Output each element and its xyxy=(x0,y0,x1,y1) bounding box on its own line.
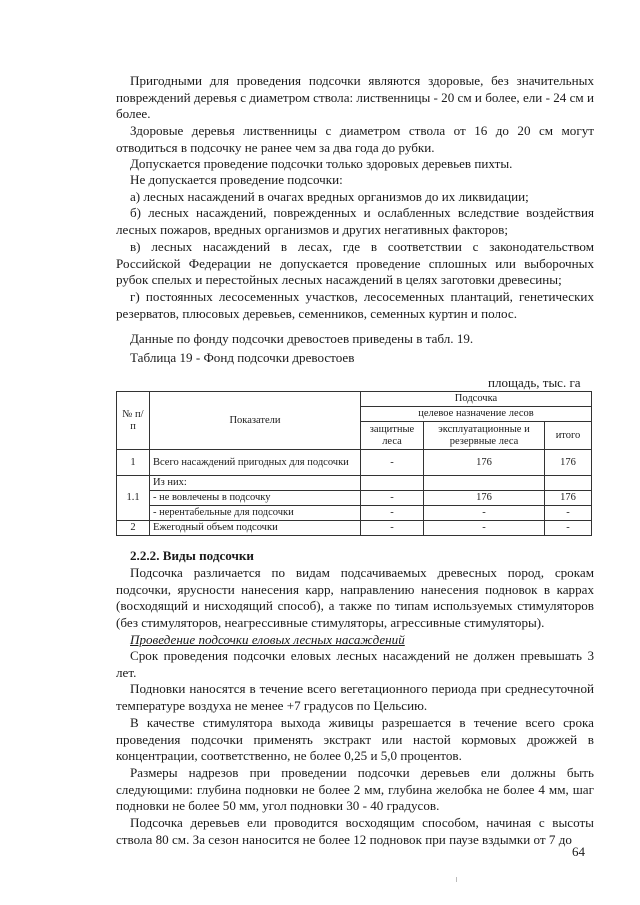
table-caption: Таблица 19 - Фонд подсочки древостоев xyxy=(130,350,355,365)
row1-num: 1 xyxy=(117,450,150,476)
header-number: № п/п xyxy=(117,392,150,450)
paragraph-larch: Здоровые деревья лиственницы с диаметром ствола от 16 до 20 см могут отводиться в подсочку не ранее чем за два года до рубки. xyxy=(116,123,594,155)
row3-protective: - xyxy=(361,506,424,521)
row2-num: 1.1 xyxy=(117,476,150,521)
header-protective: защитные леса xyxy=(361,422,424,450)
header-total: итого xyxy=(545,422,592,450)
row-of-them-label: Из них: xyxy=(150,476,361,491)
list-item-v: в) лесных насаждений в лесах, где в соответствии с законодательством Российской Федерации не допускается проведение сплошных или выборочных рубок спелых и перестойных лесных насаждений в целях заготовки древесины; xyxy=(116,239,594,288)
table-units: площадь, тыс. га xyxy=(488,375,581,390)
list-item-b: б) лесных насаждений, поврежденных и ослабленных вследствие воздействия лесных пожаров, вредных организмов и других негативных факторов; xyxy=(116,205,594,237)
row2-label: - не вовлечены в подсочку xyxy=(150,491,361,506)
subheading-spruce xyxy=(116,632,594,649)
paragraph-fir: Допускается проведение подсочки только здоровых деревьев пихты. xyxy=(130,156,513,171)
header-podsochka: Подсочка xyxy=(361,392,592,407)
row1-total: 176 xyxy=(545,450,592,476)
paragraph-duration: Срок проведения подсочки еловых лесных насаждений не должен превышать 3 лет. xyxy=(116,648,594,680)
row1-protective: - xyxy=(361,450,424,476)
tapping-fund-table xyxy=(116,391,592,536)
row4-protective: - xyxy=(361,521,424,536)
row4-num: 2 xyxy=(117,521,150,536)
row2-total: 176 xyxy=(545,491,592,506)
header-purpose: целевое назначение лесов xyxy=(361,407,592,422)
row1-label: Всего насаждений пригодных для подсочки xyxy=(150,450,361,476)
paragraph-tapping-types: Подсочка различается по видам подсачиваемых древесных пород, срокам подсочки, ярусности нанесения карр, направлению нанесения подновок в каррах (восходящий и нисходящий способ), а также по типам используемых стимуляторов (без стимуляторов, неагрессивные стимуляторы, агрессивные стимуляторы). xyxy=(116,565,594,630)
paragraph-not-allowed: Не допускается проведение подсочки: xyxy=(130,172,343,187)
paragraph-cut-sizes: Размеры надрезов при проведении подсочки деревьев ели должны быть следующими: глубина подновки не более 2 мм, глубина желобка не более 4 мм, шаг подновки не более 50 мм, угол подновки 30 - 40 градусов. xyxy=(116,765,594,814)
subheading-spruce-text: Проведение подсочки еловых лесных насаждений xyxy=(130,632,405,647)
row2-exploitation: 176 xyxy=(424,491,545,506)
paragraph-suitable-trees: Пригодными для проведения подсочки являются здоровые, без значительных повреждений деревья с диаметром ствола: лиственницы - 20 см и более, ели - 24 см и более. xyxy=(116,73,594,122)
paragraph-temperature: Подновки наносятся в течение всего вегетационного периода при среднесуточной температуре воздуха не менее +7 градусов по Цельсию. xyxy=(116,681,594,713)
row-of-them-protective xyxy=(361,476,424,491)
row4-exploitation: - xyxy=(424,521,545,536)
row4-total: - xyxy=(545,521,592,536)
scan-speck xyxy=(456,877,457,882)
page-number: 64 xyxy=(572,844,585,859)
row1-exploitation: 176 xyxy=(424,450,545,476)
row-of-them-total xyxy=(545,476,592,491)
row4-label: Ежегодный объем подсочки xyxy=(150,521,361,536)
header-indicators: Показатели xyxy=(150,392,361,450)
paragraph-stimulator: В качестве стимулятора выхода живицы разрешается в течение всего срока проведения подсочки применять экстракт или настой кормовых дрожжей в концентрации, соответственно, не более 0,25 и 5,0 процентов. xyxy=(116,715,594,764)
row-of-them-exploitation xyxy=(424,476,545,491)
row3-total: - xyxy=(545,506,592,521)
paragraph-ascending: Подсочка деревьев ели проводится восходящим способом, начиная с высоты ствола 80 см. За сезон наносится не более 12 подновок при паузе вздымки от 7 до xyxy=(116,815,594,847)
list-item-g: г) постоянных лесосеменных участков, лесосеменных плантаций, генетических резерватов, плюсовых деревьев, семенников, семенных куртин и полос. xyxy=(116,289,594,321)
row3-exploitation: - xyxy=(424,506,545,521)
row3-label: - нерентабельные для подсочки xyxy=(150,506,361,521)
row2-protective: - xyxy=(361,491,424,506)
paragraph-table-ref: Данные по фонду подсочки древостоев приведены в табл. 19. xyxy=(130,331,474,346)
section-heading: 2.2.2. Виды подсочки xyxy=(130,548,254,563)
header-exploitation: эксплуатационные и резервные леса xyxy=(424,422,545,450)
list-item-a: а) лесных насаждений в очагах вредных организмов до их ликвидации; xyxy=(130,189,529,204)
